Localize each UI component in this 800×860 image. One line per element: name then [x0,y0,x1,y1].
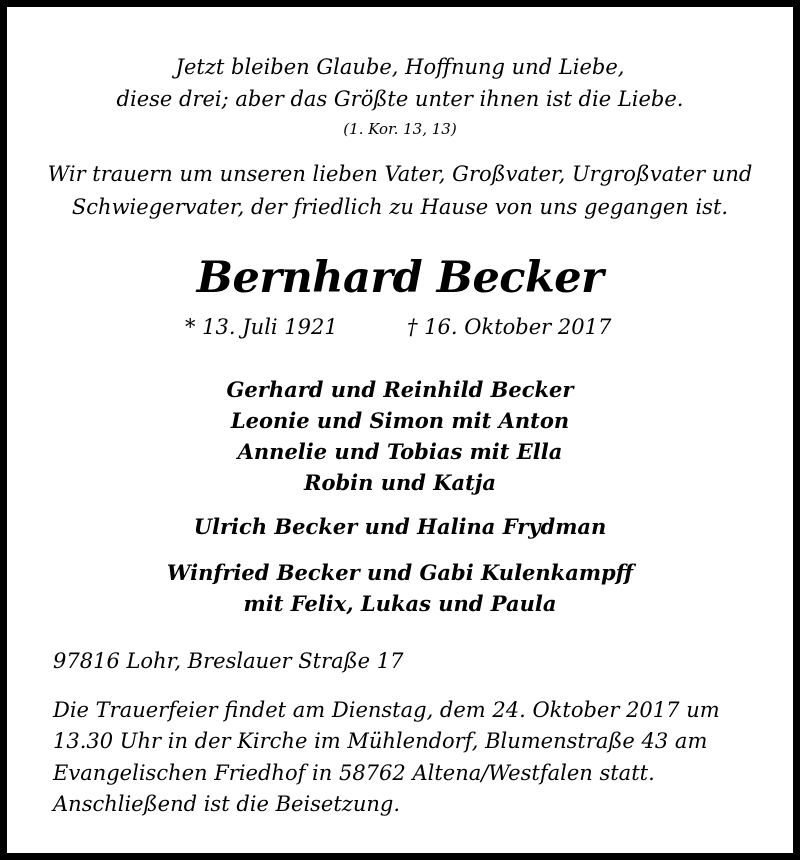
family-line: Leonie und Simon mit Anton [230,408,570,433]
family-line: Ulrich Becker und Halina Frydman [193,514,607,539]
service-line-1: Die Trauerfeier findet am Dienstag, dem 24. Oktober 2017 um [53,698,720,722]
family-line: Gerhard und Reinhild Becker [226,377,574,402]
verse-line-2: diese drei; aber das Größte unter ihnen ist die Liebe. [116,87,684,111]
intro-line-1: Wir trauern um unseren lieben Vater, Großvater, Urgroßvater und [47,162,753,186]
intro-line-2: Schwiegervater, der friedlich zu Hause von uns gegangen ist. [71,195,729,219]
deceased-name: Bernhard Becker [196,253,604,303]
family-line: Annelie und Tobias mit Ella [237,439,563,464]
life-dates [7,315,793,349]
service-line-2: 13.30 Uhr in der Kirche im Mühlendorf, Blumenstraße 43 am [53,729,708,753]
birth-date: * 13. Juli 1921 [185,315,338,339]
family-line: Robin und Katja [304,470,496,495]
death-date: † 16. Oktober 2017 [407,315,612,339]
verse-line-1: Jetzt bleiben Glaube, Hoffnung und Liebe, [175,55,625,79]
verse-citation: (1. Kor. 13, 13) [343,120,457,138]
address: 97816 Lohr, Breslauer Straße 17 [53,649,404,673]
service-line-4: Anschließend ist die Beisetzung. [53,792,401,816]
service-line-3: Evangelischen Friedhof in 58762 Altena/Westfalen statt. [53,761,655,785]
family-line: mit Felix, Lukas und Paula [243,591,557,616]
family-line: Winfried Becker und Gabi Kulenkampff [166,560,634,585]
